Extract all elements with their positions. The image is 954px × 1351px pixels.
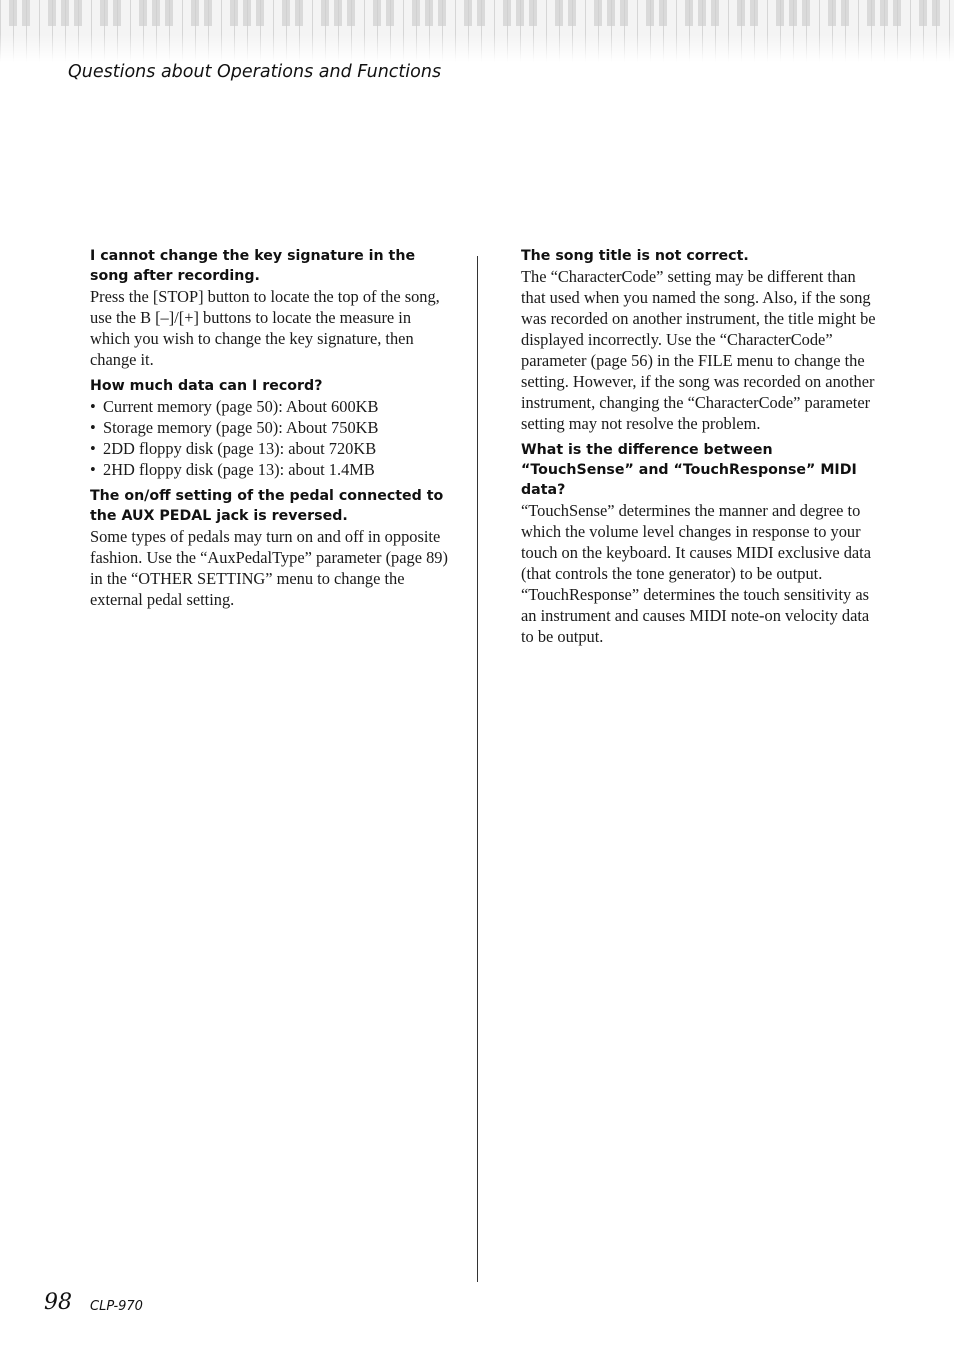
list-item: • 2HD floppy disk (page 13): about 1.4MB bbox=[90, 460, 375, 479]
faq-question: The on/off setting of the pedal connected to the AUX PEDAL jack is reversed. bbox=[90, 488, 444, 524]
page-number: 98 bbox=[44, 1290, 72, 1315]
faq-question: What is the difference between “TouchSense” and “TouchResponse” MIDI data? bbox=[521, 442, 857, 498]
faq-answer: “TouchResponse” determines the touch sensitivity as an instrument and causes MIDI note-on velocity data to be output. bbox=[521, 585, 870, 646]
faq-touch-midi bbox=[521, 440, 883, 647]
faq-answer: Press the [STOP] button to locate the top of the song, use the B [–]/[+] buttons to locate the measure in which you wish to change the key signature, then change it. bbox=[90, 287, 440, 369]
left-column bbox=[90, 246, 452, 616]
faq-aux-pedal bbox=[90, 486, 452, 610]
keyboard-black-keys bbox=[0, 0, 954, 26]
faq-question: I cannot change the key signature in the song after recording. bbox=[90, 248, 416, 284]
faq-question: How much data can I record? bbox=[90, 378, 323, 394]
section-title: Questions about Operations and Functions bbox=[68, 62, 442, 82]
capacity-list bbox=[90, 396, 452, 480]
bullet-marker: • bbox=[90, 460, 96, 479]
right-column bbox=[521, 246, 883, 653]
list-item: • 2DD floppy disk (page 13): about 720KB bbox=[90, 439, 377, 458]
list-item: • Storage memory (page 50): About 750KB bbox=[90, 418, 379, 437]
faq-answer: “TouchSense” determines the manner and degree to which the volume level changes in response to your touch on the keyboard. It causes MIDI exclusive data (that controls the tone generator) to be output. bbox=[521, 501, 872, 583]
bullet-marker: • bbox=[90, 397, 96, 416]
faq-data-capacity bbox=[90, 376, 452, 480]
faq-question: The song title is not correct. bbox=[521, 248, 749, 264]
faq-answer: The “CharacterCode” setting may be different than that used when you named the song. Also, if the song was recorded on another instrument, the title might be displayed incorrectly. Use the “CharacterCode” parameter (page 56) in the FILE menu to change the setting. However, if the song was recorded on another instrument, changing the “CharacterCode” parameter setting may not resolve the problem. bbox=[521, 267, 876, 433]
faq-answer: Some types of pedals may turn on and off in opposite fashion. Use the “AuxPedalType” parameter (page 89) in the “OTHER SETTING” menu to change the external pedal setting. bbox=[90, 527, 448, 609]
bullet-marker: • bbox=[90, 439, 96, 458]
faq-song-title bbox=[521, 246, 883, 434]
bullet-marker: • bbox=[90, 418, 96, 437]
model-name: CLP-970 bbox=[90, 1299, 143, 1314]
column-divider bbox=[477, 256, 478, 1282]
faq-key-signature bbox=[90, 246, 452, 370]
keyboard-header-graphic bbox=[0, 0, 954, 62]
list-item: • Current memory (page 50): About 600KB bbox=[90, 397, 379, 416]
